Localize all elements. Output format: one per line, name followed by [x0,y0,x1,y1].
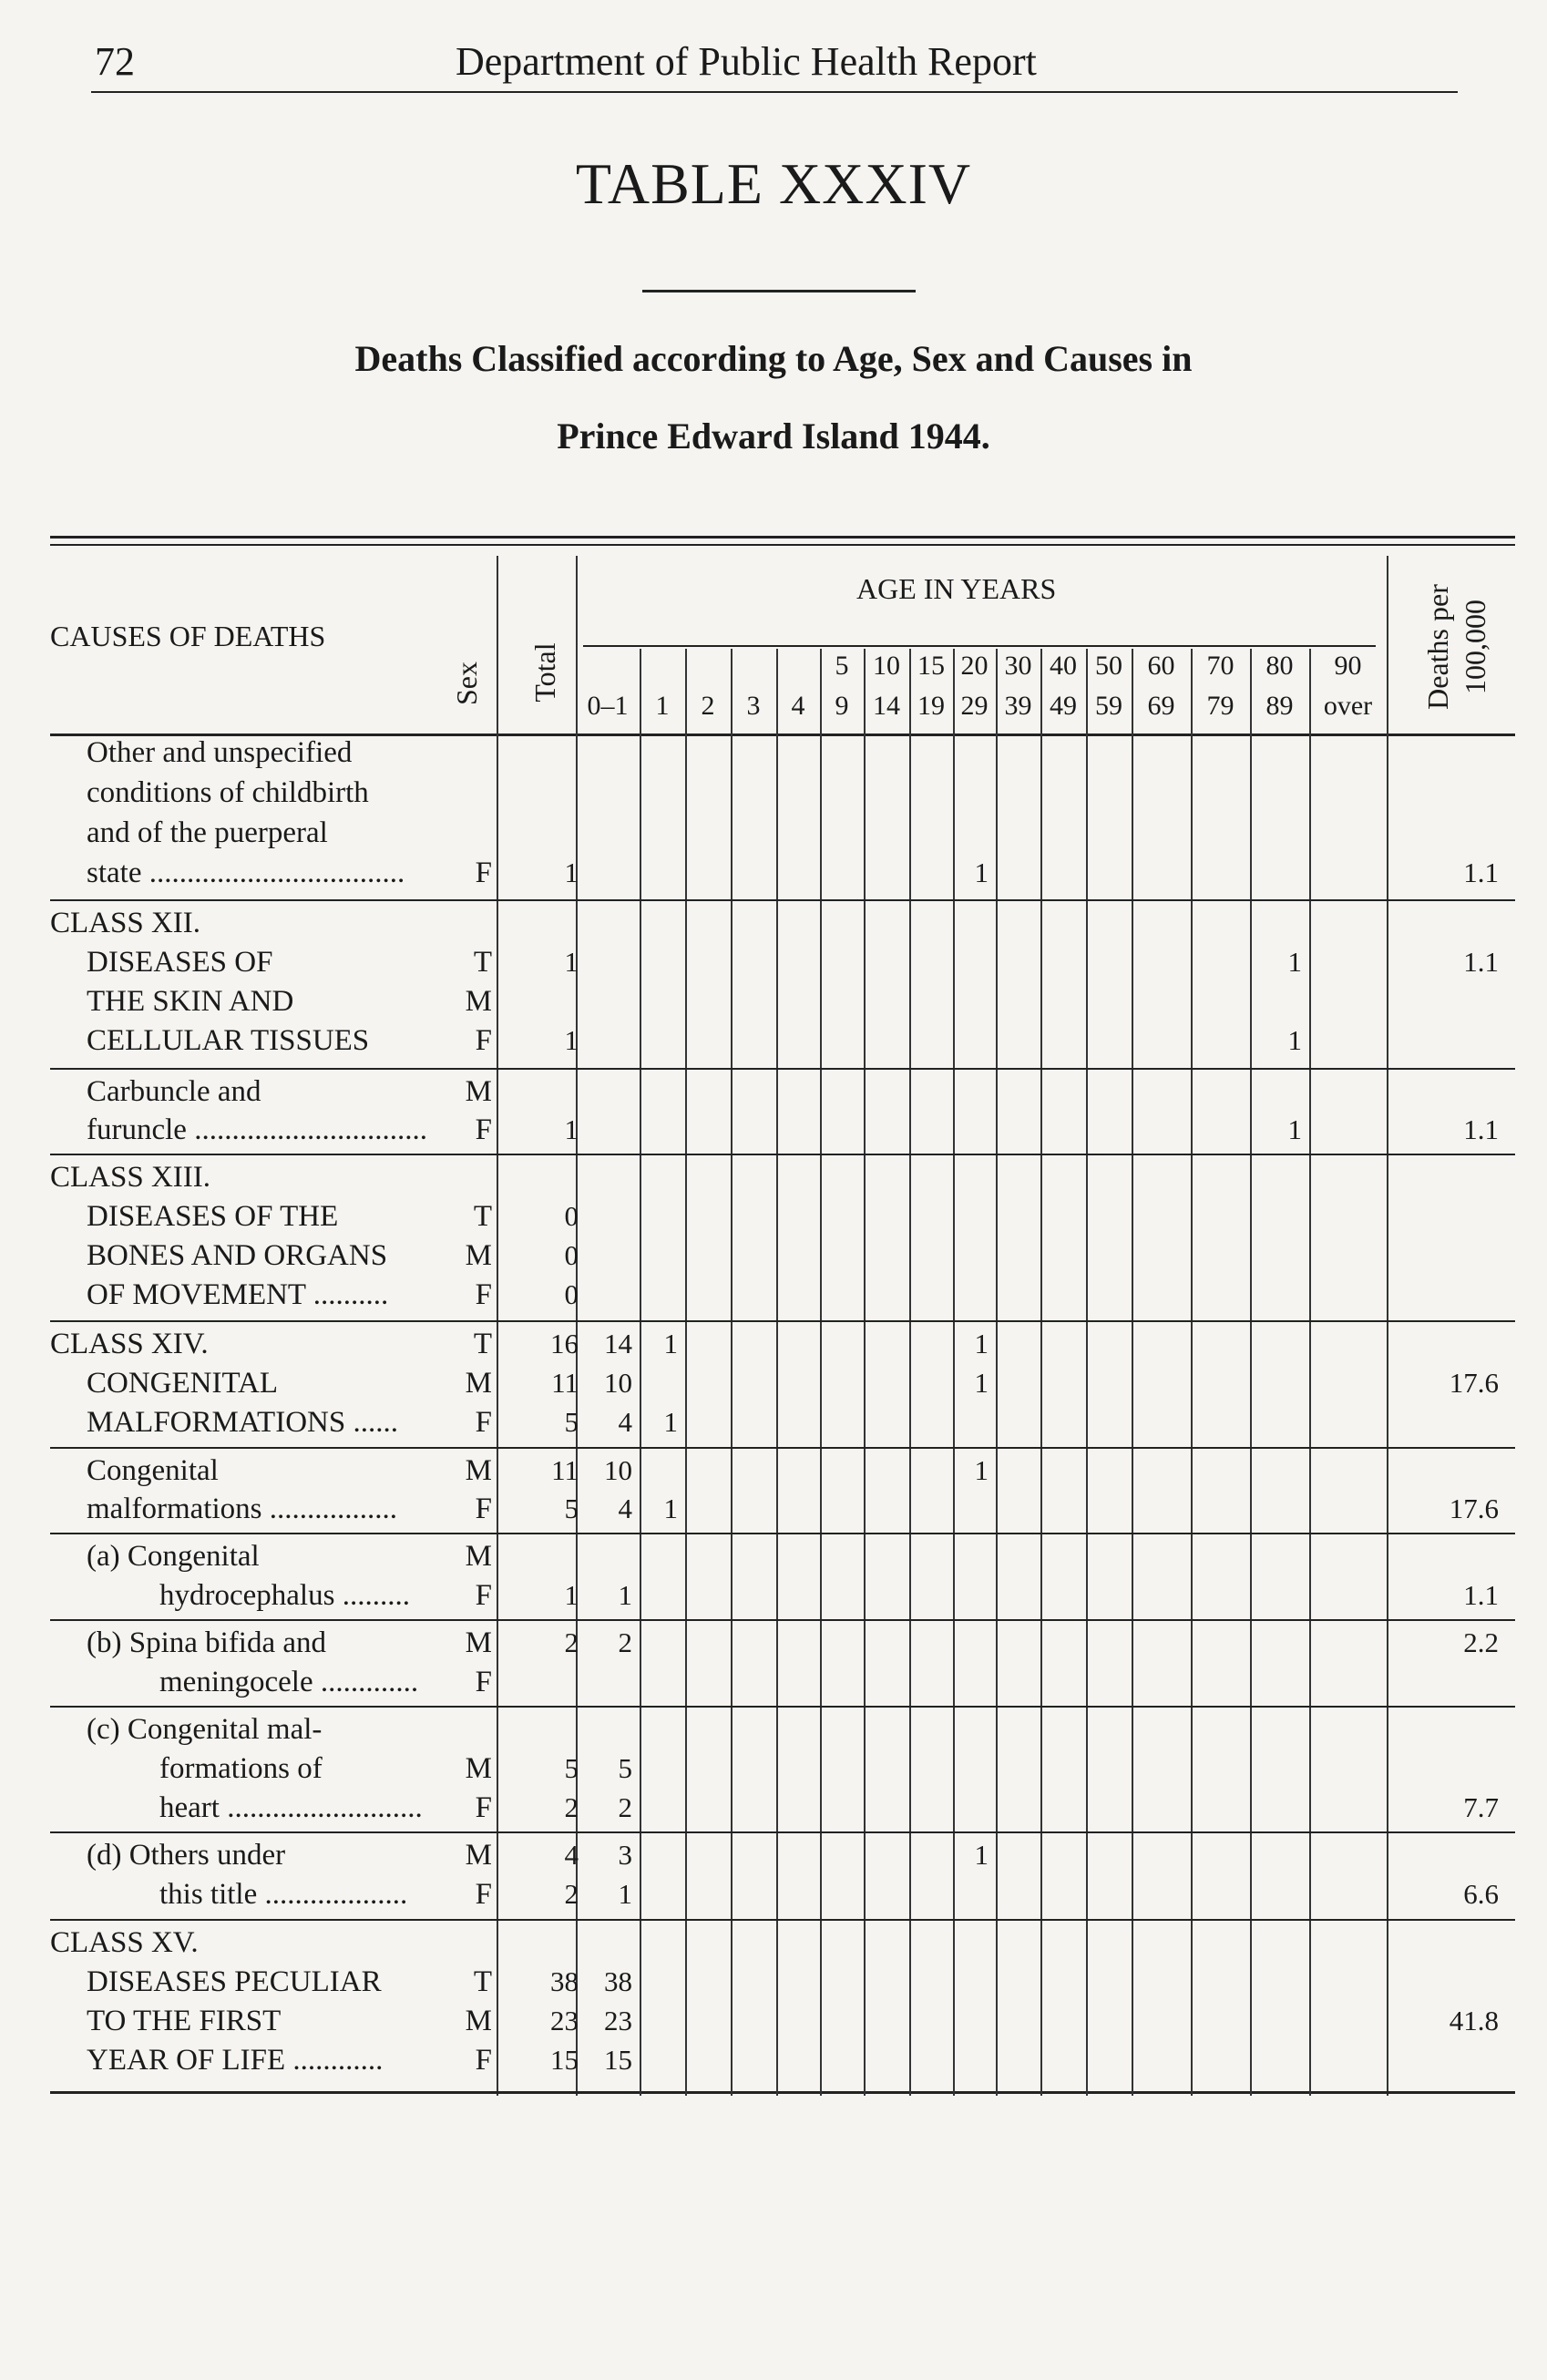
age-col-divider [1250,649,1252,2096]
age-col-top-6: 10 [873,651,900,681]
row-sex: T [473,1965,492,1998]
row-sex: F [475,1406,492,1439]
row-label: and of the puerperal [87,816,328,849]
group-divider [50,1831,1515,1833]
row-sex: M [465,1239,492,1272]
rate-header-line2: 100,000 [1459,600,1491,694]
age-col-top-11: 50 [1095,651,1122,681]
row-age-value: 23 [604,2005,632,2036]
row-label: hydrocephalus ......... [159,1579,410,1612]
row-label: CLASS XIV. [50,1328,209,1360]
group-divider [50,1706,1515,1708]
row-total: 2 [564,1626,579,1658]
row-label: (c) Congenital mal- [87,1713,323,1746]
table-top-rule-2 [50,544,1515,546]
age-col-bottom-0: 0–1 [587,691,629,721]
row-total: 1 [564,1113,579,1145]
row-rate: 7.7 [1463,1791,1499,1823]
row-sex: F [475,1493,492,1525]
row-age-value: 1 [1287,1113,1302,1145]
row-total: 23 [550,2005,579,2036]
row-label: Congenital [87,1454,219,1487]
total-header: Total [528,642,561,703]
age-col-divider [1309,649,1311,2096]
age-col-bottom-5: 9 [835,691,849,721]
age-header-rule [583,645,1376,647]
row-sex: F [475,1666,492,1698]
age-col-divider [776,649,778,2096]
age-col-divider [820,649,822,2096]
group-divider [50,1919,1515,1921]
row-total: 16 [550,1328,579,1359]
row-rate: 1.1 [1463,946,1499,978]
age-col-bottom-9: 39 [1004,691,1032,721]
row-sex: M [465,1752,492,1785]
row-label: DISEASES OF [87,946,273,979]
age-col-divider [1086,649,1088,2096]
row-sex: M [465,985,492,1018]
rate-header-line1: Deaths per [1421,584,1454,710]
row-label: CONGENITAL [87,1367,278,1400]
age-rate-divider [1387,556,1388,2096]
row-label: heart .......................... [159,1791,423,1824]
group-divider [50,1447,1515,1449]
row-age-value: 1 [663,1493,678,1524]
group-divider [50,1533,1515,1534]
row-label: conditions of childbirth [87,776,369,809]
row-label: DISEASES PECULIAR [87,1965,382,1998]
row-label: BONES AND ORGANS [87,1239,388,1272]
row-sex: F [475,857,492,889]
group-divider [50,899,1515,901]
row-label: meningocele ............. [159,1666,419,1698]
row-age-value: 4 [618,1493,632,1524]
row-total: 5 [564,1493,579,1524]
row-label: TO THE FIRST [87,2005,282,2037]
row-age-value: 2 [618,1791,632,1823]
row-sex: M [465,2005,492,2037]
table-bottom-rule [50,2091,1515,2094]
row-sex: M [465,1367,492,1400]
row-total: 1 [564,857,579,888]
row-age-value: 1 [974,1454,989,1486]
running-title: Department of Public Health Report [456,39,1037,84]
age-col-bottom-12: 69 [1147,691,1175,721]
row-rate: 1.1 [1463,1113,1499,1145]
age-col-bottom-13: 79 [1206,691,1235,721]
row-label: THE SKIN AND [87,985,294,1018]
row-age-value: 1 [974,1328,989,1359]
age-col-top-7: 15 [917,651,945,681]
row-sex: F [475,1113,492,1146]
age-col-top-10: 40 [1050,651,1077,681]
group-divider [50,1154,1515,1155]
age-col-top-9: 30 [1004,651,1032,681]
row-total: 1 [564,1579,579,1611]
row-total: 11 [551,1367,579,1399]
row-label: Carbuncle and [87,1075,261,1108]
row-total: 2 [564,1878,579,1910]
row-age-value: 1 [1287,946,1302,978]
row-rate: 2.2 [1463,1626,1499,1658]
row-age-value: 1 [663,1406,678,1438]
row-sex: F [475,2044,492,2077]
age-col-bottom-1: 1 [655,691,670,721]
age-col-top-5: 5 [835,651,849,681]
subtitle-line-1: Deaths Classified according to Age, Sex and Causes in [354,338,1193,379]
row-sex: F [475,1278,492,1311]
row-rate: 41.8 [1449,2005,1499,2036]
age-col-divider [731,649,733,2096]
row-sex: T [473,1328,492,1360]
row-total: 0 [564,1200,579,1232]
age-col-top-13: 70 [1206,651,1235,681]
row-label: (d) Others under [87,1839,286,1872]
row-sex: M [465,1540,492,1573]
row-label: (a) Congenital [87,1540,260,1573]
row-sex: T [473,946,492,979]
row-total: 0 [564,1239,579,1271]
row-total: 5 [564,1406,579,1438]
row-label: state .................................. [87,857,405,889]
row-age-value: 10 [604,1454,632,1486]
row-label: CELLULAR TISSUES [87,1024,370,1057]
row-age-value: 15 [604,2044,632,2076]
age-col-top-8: 20 [960,651,989,681]
row-label: MALFORMATIONS ...... [87,1406,398,1439]
row-sex: F [475,1878,492,1911]
page-number: 72 [95,39,135,84]
age-col-bottom-2: 2 [701,691,715,721]
row-label: (b) Spina bifida and [87,1626,327,1659]
row-sex: M [465,1839,492,1872]
row-total: 0 [564,1278,579,1310]
age-col-bottom-7: 19 [917,691,945,721]
row-total: 11 [551,1454,579,1486]
row-sex: F [475,1579,492,1612]
age-col-divider [1040,649,1042,2096]
subtitle-line-2: Prince Edward Island 1944. [557,415,990,457]
row-total: 2 [564,1791,579,1823]
row-age-value: 1 [974,1839,989,1871]
age-col-top-12: 60 [1147,651,1175,681]
row-sex: F [475,1024,492,1057]
group-divider [50,1068,1515,1070]
row-rate: 1.1 [1463,857,1499,888]
age-col-bottom-15: over [1323,691,1373,721]
row-rate: 6.6 [1463,1878,1499,1910]
row-age-value: 5 [618,1752,632,1784]
row-label: furuncle ............................... [87,1113,427,1146]
row-rate: 1.1 [1463,1579,1499,1611]
age-col-divider [864,649,866,2096]
row-total: 1 [564,1024,579,1056]
row-sex: F [475,1791,492,1824]
row-total: 15 [550,2044,579,2076]
row-age-value: 1 [663,1328,678,1359]
row-label: DISEASES OF THE [87,1200,339,1233]
sex-total-divider [497,556,498,2096]
row-age-value: 1 [1287,1024,1302,1056]
sex-header: Sex [450,662,483,705]
row-label: malformations ................. [87,1493,397,1525]
row-label: this title ................... [159,1878,408,1911]
age-col-top-14: 80 [1265,651,1294,681]
row-sex: M [465,1075,492,1108]
row-age-value: 4 [618,1406,632,1438]
row-total: 4 [564,1839,579,1871]
row-label: OF MOVEMENT .......... [87,1278,389,1311]
group-divider [50,1619,1515,1621]
age-col-bottom-3: 3 [746,691,761,721]
row-age-value: 10 [604,1367,632,1399]
row-label: formations of [159,1752,323,1785]
row-total: 5 [564,1752,579,1784]
row-label: CLASS XII. [50,907,201,939]
age-col-bottom-4: 4 [791,691,805,721]
row-rate: 17.6 [1449,1493,1499,1524]
age-col-divider [1191,649,1193,2096]
age-col-divider [685,649,687,2096]
row-age-value: 1 [974,1367,989,1399]
row-label: Other and unspecified [87,736,353,769]
row-age-value: 2 [618,1626,632,1658]
age-col-bottom-14: 89 [1265,691,1294,721]
row-label: CLASS XIII. [50,1161,211,1194]
row-age-value: 38 [604,1965,632,1997]
row-age-value: 1 [618,1878,632,1910]
age-col-bottom-10: 49 [1050,691,1077,721]
age-col-divider [640,649,641,2096]
table-top-rule [50,536,1515,539]
row-age-value: 14 [604,1328,632,1359]
row-age-value: 1 [618,1579,632,1611]
row-label: CLASS XV. [50,1926,199,1959]
age-in-years-header: AGE IN YEARS [856,572,1057,605]
age-col-bottom-6: 14 [873,691,900,721]
row-sex: T [473,1200,492,1233]
row-sex: M [465,1626,492,1659]
causes-header: CAUSES OF DEATHS [50,620,326,652]
table-title: TABLE XXXIV [575,151,972,216]
row-age-value: 3 [618,1839,632,1871]
row-label: YEAR OF LIFE ............ [87,2044,384,2077]
row-rate: 17.6 [1449,1367,1499,1399]
row-total: 1 [564,946,579,978]
row-sex: M [465,1454,492,1487]
age-col-bottom-8: 29 [960,691,989,721]
age-col-top-15: 90 [1334,651,1362,681]
age-col-divider [996,649,998,2096]
row-age-value: 1 [974,857,989,888]
age-col-divider [1132,649,1133,2096]
age-col-bottom-11: 59 [1095,691,1122,721]
age-col-divider [909,649,911,2096]
group-divider [50,1320,1515,1322]
row-total: 38 [550,1965,579,1997]
